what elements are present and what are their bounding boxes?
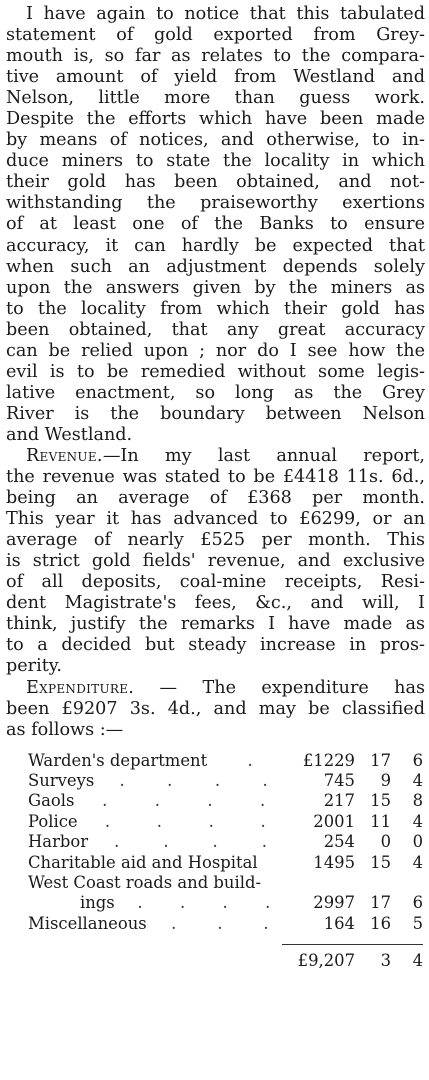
text-line: Despite the efforts which have been made (6, 109, 425, 130)
text-line (6, 446, 425, 467)
text-line: withstanding the praiseworthy exertions (6, 193, 425, 214)
amount-pence: 6 (412, 750, 423, 770)
text-line: duce miners to state the locality in which (6, 151, 425, 172)
leader-dot: . (171, 913, 177, 933)
amount-pounds: 745 (323, 771, 355, 791)
leader-dot: . (260, 791, 266, 811)
leader-dot: . (208, 811, 214, 831)
leader-dot: . (265, 893, 271, 913)
row-label: ings (80, 893, 115, 913)
amount-shillings: 15 (370, 791, 391, 811)
leader-dot: . (154, 791, 160, 811)
leader-dot: . (222, 893, 228, 913)
total-row (6, 951, 425, 971)
row-label: Surveys (28, 771, 95, 791)
text-line: by means of notices, and otherwise, to in- (6, 130, 425, 151)
amount-pence: 8 (412, 791, 423, 811)
leader-dot: . (263, 913, 269, 933)
text-line: tive amount of yield from Westland and (6, 67, 425, 88)
leader-dot: . (262, 771, 268, 791)
row-label: Harbor (28, 832, 89, 852)
text-line: to the locality from which their gold has (6, 298, 425, 319)
paragraph-expenditure (6, 678, 425, 741)
text-line: been £9207 3s. 4d., and may be classified (6, 698, 425, 719)
amount-pounds (293, 873, 355, 893)
text-run: — The expenditure has (134, 677, 425, 698)
table-row (6, 751, 425, 771)
leader-dot: . (114, 832, 120, 852)
leader-dots (258, 853, 293, 873)
row-label: Miscellaneous (28, 913, 147, 933)
text-line: been obtained, that any great accuracy (6, 319, 425, 340)
row-label: West Coast roads and build- (28, 872, 261, 892)
text-line (6, 678, 425, 699)
amount-pence: 4 (412, 811, 423, 831)
leader-dot: . (261, 832, 267, 852)
row-label: Charitable aid and Hospital (28, 852, 258, 872)
text-line: as follows :— (6, 719, 124, 740)
amount-shillings: 17 (370, 750, 391, 770)
text-line: average of nearly £525 per month. This (6, 530, 425, 551)
text-line: dent Magistrate's fees, &c., and will, I (6, 593, 425, 614)
table-row (6, 832, 425, 852)
text-line: is strict gold fields' revenue, and exclusive (6, 551, 425, 572)
amount-pence: 6 (412, 893, 423, 913)
amount-shillings: 11 (370, 811, 391, 831)
table-row (6, 914, 425, 934)
table-row (6, 873, 425, 893)
leader-dot: . (214, 771, 221, 791)
leader-dot: . (137, 893, 143, 913)
section-heading-revenue: Revenue. (26, 445, 103, 466)
amount-pence (391, 873, 425, 893)
text-line: being an average of £368 per month. (6, 488, 425, 509)
amount-pence: 0 (412, 832, 423, 852)
leader-dots (207, 751, 293, 771)
amount-pounds: £1229 (302, 750, 355, 770)
leader-dot: . (179, 893, 186, 913)
leader-dot: . (167, 771, 173, 791)
table-row (6, 893, 425, 913)
text-line: of all deposits, coal-mine receipts, Resi- (6, 572, 425, 593)
table-row (6, 853, 425, 873)
amount-shillings: 17 (370, 893, 391, 913)
leader-dot: . (212, 832, 218, 852)
text-line: evil is to be remedied without some legis- (6, 361, 425, 382)
text-line: their gold has been obtained, and not- (6, 172, 425, 193)
amount-pounds: 217 (323, 791, 355, 811)
text-line: perity. (6, 656, 62, 677)
amount-pounds: 254 (323, 832, 355, 852)
total-pounds: £9,207 (297, 951, 355, 971)
amount-shillings (355, 873, 391, 893)
row-label: Police (28, 811, 78, 831)
total-pence: 4 (412, 951, 423, 971)
leader-dots (94, 771, 293, 791)
table-row (6, 791, 425, 811)
text-line: upon the answers given by the miners as (6, 277, 425, 298)
text-line: to a decided but steady increase in pros- (6, 635, 425, 656)
leader-dots (78, 812, 293, 832)
amount-pounds: 2001 (313, 811, 355, 831)
amount-pence: 4 (412, 771, 423, 791)
leader-dot: . (163, 832, 169, 852)
row-label: Warden's department (28, 750, 208, 770)
amount-shillings: 15 (370, 852, 391, 872)
leader-dot: . (156, 811, 162, 831)
expenditure-table (6, 751, 425, 972)
text-line: I have again to notice that this tabulated (26, 4, 425, 24)
leader-dots (88, 832, 293, 852)
total-shillings: 3 (380, 951, 391, 971)
text-line: think, justify the remarks I have made as (6, 614, 425, 635)
leader-dot: . (260, 811, 266, 831)
text-line: This year it has advanced to £6299, or an (6, 509, 425, 530)
leader-dot: . (217, 913, 223, 933)
text-line: can be relied upon ; nor do I see how the (6, 340, 425, 361)
table-row (6, 771, 425, 791)
amount-shillings: 0 (380, 832, 391, 852)
leader-dot: . (247, 750, 253, 770)
amount-pence: 5 (412, 913, 423, 933)
leader-dot: . (207, 791, 213, 811)
text-line: lative enactment, so long as the Grey (6, 382, 425, 403)
leader-dot: . (102, 791, 108, 811)
row-label: Gaols (28, 791, 75, 811)
text-line: and Westland. (6, 424, 133, 445)
text-line: when such an adjustment depends solely (6, 256, 425, 277)
total-spacer (6, 951, 275, 971)
text-line: Nelson, little more than guess work. (6, 88, 425, 109)
amount-pounds: 1495 (313, 852, 355, 872)
amount-shillings: 16 (370, 913, 391, 933)
text-line: mouth is, so far as relates to the compara- (6, 46, 425, 67)
text-line: of at least one of the Banks to ensure (6, 214, 425, 235)
text-run: —In my last annual report, (102, 445, 425, 466)
paragraph-revenue (6, 446, 425, 678)
paragraph-gold-export (6, 4, 425, 446)
leader-dots (74, 791, 293, 811)
text-line: the revenue was stated to be £4418 11s. 6d., (6, 467, 425, 488)
amount-pounds: 164 (323, 913, 355, 933)
amount-shillings: 9 (380, 771, 391, 791)
total-rule (282, 944, 423, 945)
leader-dots (115, 893, 293, 913)
leader-dot: . (104, 811, 111, 831)
text-line: River is the boundary between Nelson (6, 403, 425, 424)
leader-dots (261, 873, 293, 893)
leader-dot: . (119, 771, 125, 791)
text-line: accuracy, it can hardly be expected that (6, 235, 425, 256)
amount-pounds: 2997 (313, 893, 355, 913)
section-heading-expenditure: Expenditure. (26, 677, 135, 698)
table-row (6, 812, 425, 832)
leader-dots (147, 914, 293, 934)
text-line: statement of gold exported from Grey- (6, 25, 425, 46)
amount-pence: 4 (412, 852, 423, 872)
